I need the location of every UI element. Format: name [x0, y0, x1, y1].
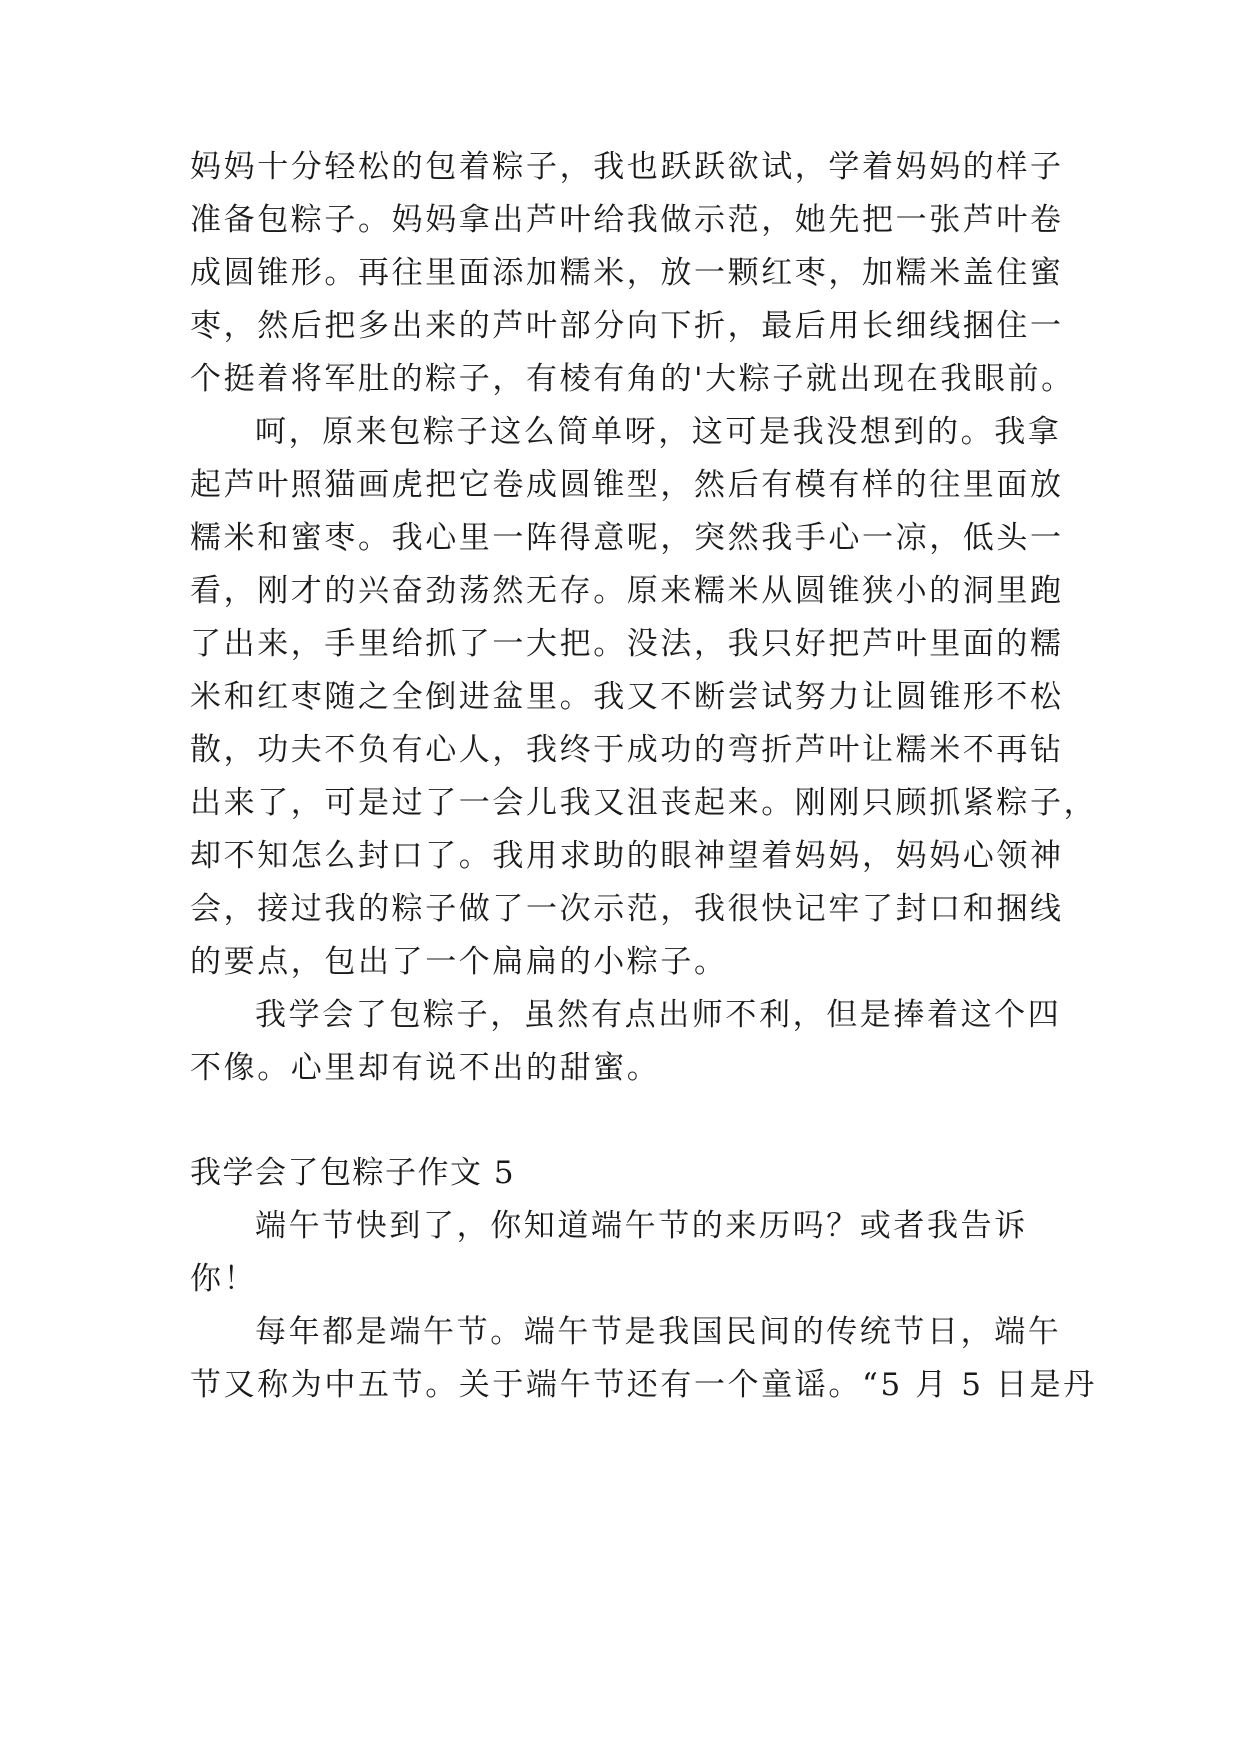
text-line: 个挺着将军肚的粽子，有棱有角的'大粽子就出现在我眼前。 [190, 361, 1075, 397]
text-line: 呵，原来包粽子这么简单呀，这可是我没想到的。我拿 [255, 414, 1062, 450]
text-line: 了出来，手里给抓了一大把。没法，我只好把芦叶里面的糯 [190, 626, 1064, 662]
text-line: 成圆锥形。再往里面添加糯米，放一颗红枣，加糯米盖住蜜 [190, 255, 1064, 291]
text-line: 端午节快到了，你知道端午节的来历吗？或者我告诉 [255, 1208, 1028, 1244]
text-line: 我学会了包粽子，虽然有点出师不利，但是捧着这个四 [255, 997, 1062, 1033]
text-line: 糯米和蜜枣。我心里一阵得意呢，突然我手心一凉，低头一 [190, 520, 1064, 556]
text-line: 出来了，可是过了一会儿我又沮丧起来。刚刚只顾抓紧粽子， [190, 785, 1098, 821]
text-line: 枣，然后把多出来的芦叶部分向下折，最后用长细线捆住一 [190, 308, 1064, 344]
text-line: 会，接过我的粽子做了一次示范，我很快记牢了封口和捆线 [190, 891, 1064, 927]
text-line: 每年都是端午节。端午节是我国民间的传统节日，端午 [255, 1314, 1062, 1350]
text-line: 却不知怎么封口了。我用求助的眼神望着妈妈，妈妈心领神 [190, 838, 1064, 874]
text-line: 你！ [190, 1261, 258, 1297]
text-line: 看，刚才的兴奋劲荡然无存。原来糯米从圆锥狭小的洞里跑 [190, 573, 1064, 609]
text-line: 的要点，包出了一个扁扁的小粽子。 [190, 944, 728, 980]
text-line: 节又称为中五节。关于端午节还有一个童谣。“5 月 5 日是丹 [190, 1367, 1097, 1403]
text-line: 散，功夫不负有心人，我终于成功的弯折芦叶让糯米不再钻 [190, 732, 1064, 768]
text-line: 不像。心里却有说不出的甜蜜。 [190, 1050, 661, 1086]
section-title: 我学会了包粽子作文 5 [190, 1155, 516, 1191]
text-line: 准备包粽子。妈妈拿出芦叶给我做示范，她先把一张芦叶卷 [190, 202, 1064, 238]
text-line: 起芦叶照猫画虎把它卷成圆锥型，然后有模有样的往里面放 [190, 467, 1064, 503]
text-line: 妈妈十分轻松的包着粽子，我也跃跃欲试，学着妈妈的样子 [190, 149, 1064, 185]
text-line: 米和红枣随之全倒进盆里。我又不断尝试努力让圆锥形不松 [190, 679, 1064, 715]
